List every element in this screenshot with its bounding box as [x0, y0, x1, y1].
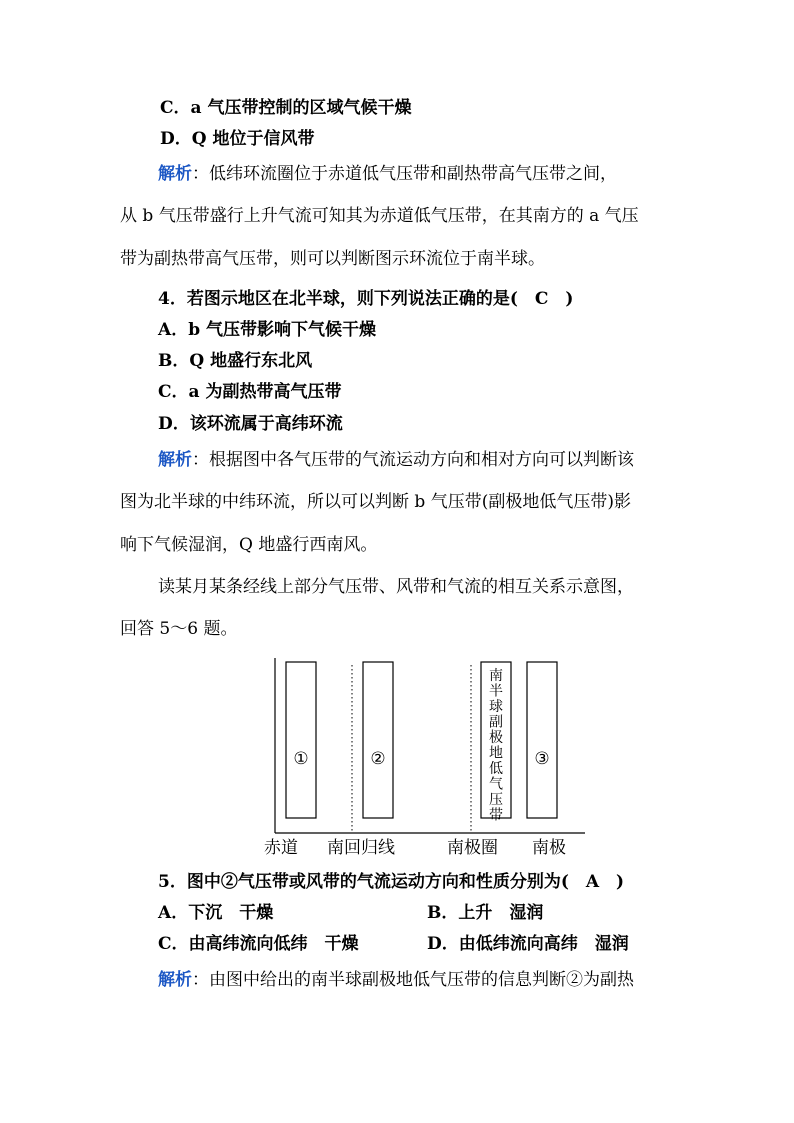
pressure-belt-diagram: [255, 650, 585, 865]
analysis-label: 解析: [158, 450, 192, 470]
q4-analysis-line3: 响下气候湿润，Q 地盛行西南风。: [120, 535, 378, 555]
vertical-label-char: 低: [489, 761, 503, 777]
label-south-pole: 南极: [532, 838, 566, 858]
box-1-label: ①: [293, 749, 309, 769]
vertical-label-char: 压: [489, 792, 503, 808]
subpolar-low-vertical-label: [489, 667, 503, 824]
q5-option-d: D．由低纬流向高纬 湿润: [427, 934, 629, 954]
q4-analysis-line1: [158, 449, 634, 471]
analysis-label: 解析: [158, 970, 192, 990]
analysis-label: 解析: [158, 164, 192, 184]
vertical-label-char: 半: [489, 683, 503, 700]
q5-stem: 5．图中②气压带或风带的气流运动方向和性质分别为( A ): [158, 872, 625, 892]
q3-analysis-text1: ：低纬环流圈位于赤道低气压带和副热带高气压带之间，: [192, 164, 617, 184]
q3-analysis-line1: [158, 163, 617, 185]
q5-analysis-text1: ：由图中给出的南半球副极地低气压带的信息判断②为副热: [192, 970, 634, 990]
q4-option-a: A．b 气压带影响下气候干燥: [158, 320, 376, 340]
vertical-label-char: 地: [489, 745, 503, 762]
q5-option-c: C．由高纬流向低纬 干燥: [158, 934, 359, 954]
q4-option-c: C．a 为副热带高气压带: [158, 382, 342, 402]
q3-option-c: C．a 气压带控制的区域气候干燥: [160, 98, 412, 118]
q4-option-b: B．Q 地盛行东北风: [158, 351, 313, 371]
intro-line2: 回答 5～6 题。: [120, 619, 238, 639]
label-equator: 赤道: [264, 838, 298, 858]
label-antarctic-circle: 南极圈: [447, 838, 498, 858]
label-tropic-of-capricorn: 南回归线: [327, 838, 395, 858]
box-3-label: ③: [534, 749, 550, 769]
q3-analysis-line3: 带为副热带高气压带，则可以判断图示环流位于南半球。: [120, 249, 545, 269]
vertical-label-char: 极: [489, 730, 503, 746]
vertical-label-char: 气: [489, 776, 503, 793]
vertical-label-char: 副: [489, 714, 503, 731]
q5-option-a: A．下沉 干燥: [158, 903, 274, 923]
q3-option-d: D．Q 地位于信风带: [160, 129, 315, 149]
box-2-label: ②: [370, 749, 386, 769]
vertical-label-char: 带: [489, 807, 503, 824]
q4-stem: 4．若图示地区在北半球，则下列说法正确的是( C ): [158, 289, 574, 309]
intro-line1: 读某月某条经线上部分气压带、风带和气流的相互关系示意图，: [158, 577, 634, 597]
diagram-svg: [255, 650, 585, 865]
belt-box-2: [363, 662, 393, 818]
q4-analysis-line2: 图为北半球的中纬环流，所以可以判断 b 气压带(副极地低气压带)影: [120, 492, 631, 512]
belt-box-3: [527, 662, 557, 818]
q5-analysis-line1: [158, 969, 634, 991]
q5-option-b: B．上升 湿润: [427, 903, 544, 923]
q4-option-d: D．该环流属于高纬环流: [158, 414, 343, 434]
q4-analysis-text1: ：根据图中各气压带的气流运动方向和相对方向可以判断该: [192, 450, 634, 470]
vertical-label-char: 球: [489, 699, 503, 715]
q3-analysis-line2: 从 b 气压带盛行上升气流可知其为赤道低气压带，在其南方的 a 气压: [120, 206, 639, 226]
vertical-label-char: 南: [489, 668, 503, 684]
belt-box-1: [286, 662, 316, 818]
